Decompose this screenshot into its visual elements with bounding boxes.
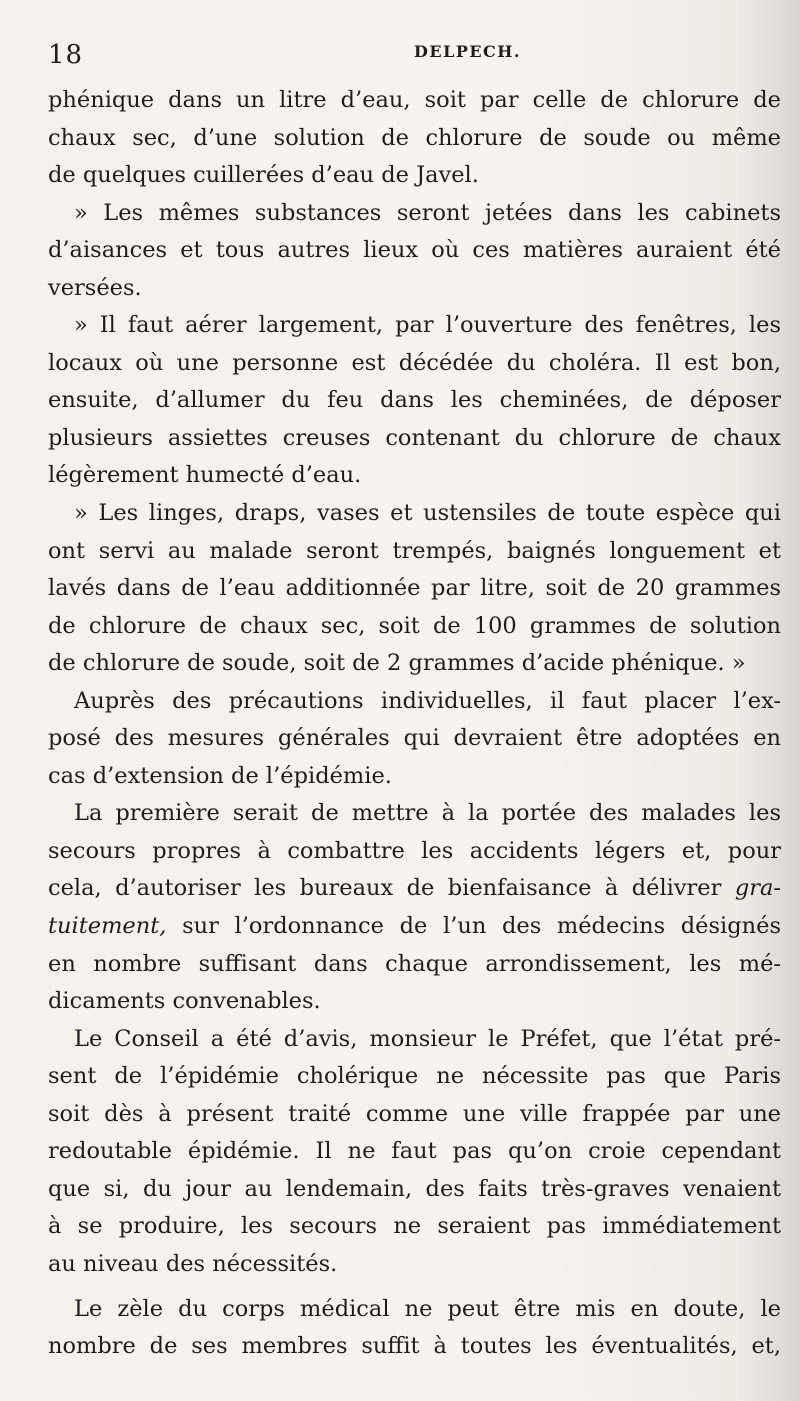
running-head: DELPECH. <box>414 42 521 61</box>
text-line: chaux sec, d’une solution de chlorure de soude ou même <box>48 124 781 151</box>
text-line: sent de l’épidémie cholérique ne nécessite pas que Paris <box>48 1063 781 1090</box>
text-line <box>48 870 781 908</box>
text-line: phénique dans un litre d’eau, soit par celle de chlorure de <box>48 87 781 113</box>
text-line: nombre de ses membres suffit à toutes les éventualités, et, <box>48 1333 781 1360</box>
text-line: dicaments convenables. <box>48 988 321 1015</box>
text-line: Auprès des précautions individuelles, il faut placer l’ex- <box>74 687 781 714</box>
text-line: que si, du jour au lendemain, des faits très-graves venaient <box>48 1175 781 1202</box>
page-header <box>48 40 788 76</box>
text-segment: sur l’ordonnance de l’un des médecins désignés <box>182 913 781 940</box>
text-line: Le Conseil a été d’avis, monsieur le Préfet, que l’état pré- <box>74 1025 781 1052</box>
text-line: soit dès à présent traité comme une ville frappée par une <box>48 1100 781 1127</box>
text-line: » Les mêmes substances seront jetées dans les cabinets <box>74 199 781 226</box>
text-line: plusieurs assiettes creuses contenant du chlorure de chaux <box>48 424 781 451</box>
italic-word: tuitement, <box>48 913 167 940</box>
text-line <box>48 908 781 946</box>
italic-word: gra- <box>734 875 781 902</box>
text-line: légèrement humecté d’eau. <box>48 462 362 489</box>
page-number: 18 <box>48 40 84 70</box>
text-line: au niveau des nécessités. <box>48 1250 338 1277</box>
text-line: ensuite, d’allumer du feu dans les cheminées, de déposer <box>48 387 781 414</box>
text-line: » Les linges, draps, vases et ustensiles de toute espèce qui <box>74 500 781 527</box>
text-line: à se produire, les secours ne seraient pas immédiatement <box>48 1213 781 1240</box>
text-line: de chlorure de soude, soit de 2 grammes d’acide phénique. » <box>48 650 746 677</box>
text-line: secours propres à combattre les accidents légers et, pour <box>48 837 781 864</box>
text-line: en nombre suffisant dans chaque arrondissement, les mé- <box>48 950 781 977</box>
body-text <box>48 82 781 1366</box>
text-line: lavés dans de l’eau additionnée par litre, soit de 20 grammes <box>48 575 781 602</box>
text-line: ont servi au malade seront trempés, baignés longuement et <box>48 537 781 564</box>
text-segment: cela, d’autoriser les bureaux de bienfaisance à délivrer <box>48 875 722 902</box>
text-line: Le zèle du corps médical ne peut être mis en doute, le <box>74 1295 781 1322</box>
text-line: » Il faut aérer largement, par l’ouverture des fenêtres, les <box>74 312 781 339</box>
text-line: de quelques cuillerées d’eau de Javel. <box>48 162 479 189</box>
text-line: d’aisances et tous autres lieux où ces matières auraient été <box>48 237 781 264</box>
text-line: posé des mesures générales qui devraient être adoptées en <box>48 725 781 752</box>
text-line: locaux où une personne est décédée du choléra. Il est bon, <box>48 349 781 376</box>
text-line: de chlorure de chaux sec, soit de 100 grammes de solution <box>48 612 781 639</box>
text-line: redoutable épidémie. Il ne faut pas qu’on croie cependant <box>48 1138 781 1165</box>
text-line: versées. <box>48 274 142 301</box>
text-line: La première serait de mettre à la portée des malades les <box>74 800 781 827</box>
text-line: cas d’extension de l’épidémie. <box>48 762 392 789</box>
